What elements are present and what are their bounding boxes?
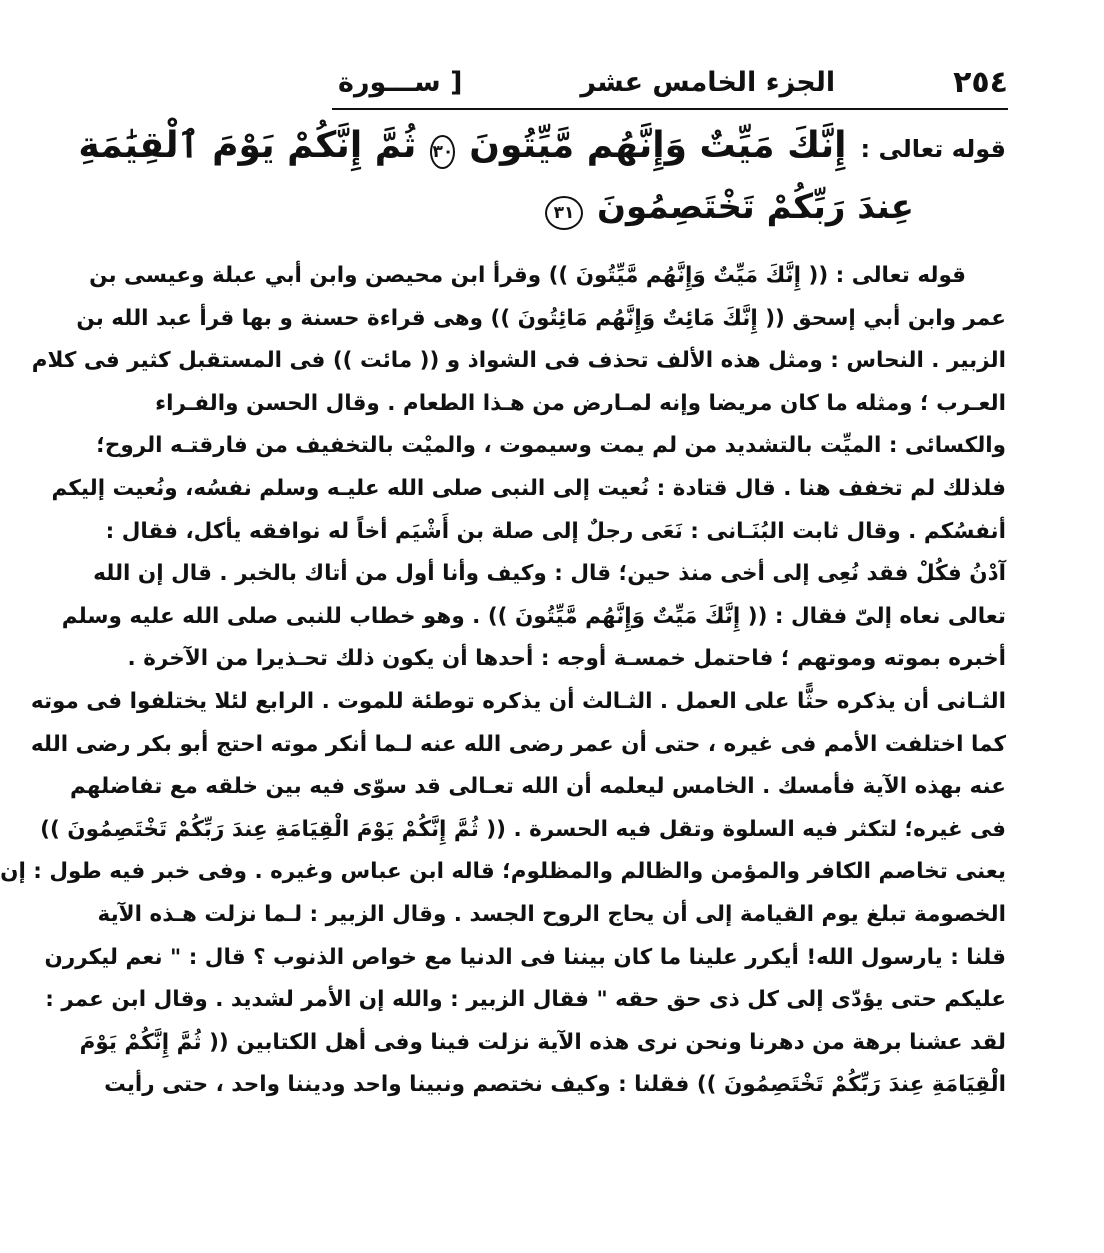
commentary-line: عليكم حتى يؤدّى إلى كل ذى حق حقه " فقال الزبير : والله إن الأمر لشديد . وقال ابن عمر : — [45, 987, 1006, 1013]
commentary-line: فلذلك لم تخفف هنا . قال قتادة : نُعيت إلى النبى صلى الله عليـه وسلم نفسُه، ونُعيت إليكم — [51, 475, 1006, 501]
verse-31-text-start: ثُمَّ إِنَّكُمْ يَوْمَ ٱلْقِيَٰمَةِ — [78, 125, 417, 166]
running-header — [338, 60, 1008, 104]
commentary-line: فى غيره؛ لتكثر فيه السلوة وتقل فيه الحسرة . (( ثُمَّ إِنَّكُمْ يَوْمَ الْقِيَامَةِ عِندَ رَبِّكُمْ تَخْتَصِمُونَ )) — [40, 816, 1006, 842]
commentary-line: قوله تعالى : (( إِنَّكَ مَيِّتٌ وَإِنَّهُم مَّيِّتُونَ )) وقرأ ابن محيصن وابن أبي عبلة وعيسى بن — [89, 263, 966, 288]
commentary-line: عنه بهذه الآية فأمسك . الخامس ليعلمه أن الله تعـالى قد سوّى فيه بين خلقه مع تفاضلهم — [70, 774, 1006, 800]
commentary-line: أخبره بموته وموتهم ؛ فاحتمل خمسـة أوجه : أحدها أن يكون ذلك تحـذيرا من الآخرة . — [127, 646, 1006, 672]
verse-block — [78, 125, 1006, 253]
page-number: ٢٥٤ — [953, 64, 1008, 100]
commentary-line: والكسائى : الميِّت بالتشديد من لم يمت وسيموت ، والميْت بالتخفيف من فارقتـه الروح؛ — [96, 433, 1006, 459]
commentary-line: عمر وابن أبي إسحق (( إِنَّكَ مَائِتٌ وَإِنَّهُم مَائِتُونَ )) وهى قراءة حسنة و بها قرأ عبد الله بن — [76, 305, 1006, 331]
commentary-line: يعنى تخاصم الكافر والمؤمن والظالم والمظلوم؛ قاله ابن عباس وغيره . وفى خبر فيه طول : إن — [0, 859, 1006, 885]
ayah-number-30: ٣٠ — [430, 135, 455, 169]
commentary-line: كما اختلفت الأمم فى غيره ، حتى أن عمر رضى الله عنه لـما أنكر موته احتج أبو بكر رضى الله — [30, 731, 1006, 757]
ayah-number-31: ٣١ — [545, 196, 583, 230]
verse-line-2 — [334, 187, 1006, 249]
header-divider — [332, 108, 1008, 110]
surah-label: [ ســـورة — [338, 66, 463, 98]
commentary-body — [0, 255, 1006, 1195]
commentary-line: آدْنُ فكُلْ فقد نُعِى إلى أخى منذ حين؛ قال : وكيف وأنا أول من أتاك بالخبر . قال إن الله — [93, 561, 1006, 587]
commentary-line: أنفسُكم . وقال ثابت البُنَـانى : نَعَى رجلٌ إلى صلة بن أَشْيَم أخاً له نوافقه يأكل، فقال : — [105, 518, 1006, 544]
commentary-line: تعالى نعاه إلىّ فقال : (( إِنَّكَ مَيِّتٌ وَإِنَّهُم مَّيِّتُونَ )) . وهو خطاب للنبى صلى الله عليه وسلم — [61, 603, 1006, 629]
verse-line-1 — [78, 125, 1006, 187]
verse-30-text: إِنَّكَ مَيِّتٌ وَإِنَّهُم مَّيِّتُونَ — [469, 125, 847, 166]
commentary-line: الثـانى أن يذكره حثًّا على العمل . الثـالث أن يذكره توطئة للموت . الرابع لئلا يختلفوا فى موته — [30, 688, 1006, 714]
verse-31-text-end: عِندَ رَبِّكُمْ تَخْتَصِمُونَ — [597, 187, 914, 227]
commentary-line: قلنا : يارسول الله! أيكرر علينا ما كان بيننا فى الدنيا مع خواص الذنوب ؟ قال : " نعم ليكررن — [44, 944, 1006, 970]
commentary-line: الخصومة تبلغ يوم القيامة إلى أن يحاج الروح الجسد . وقال الزبير : لـما نزلت هـذه الآية — [97, 901, 1006, 927]
commentary-line: الْقِيَامَةِ عِندَ رَبِّكُمْ تَخْتَصِمُونَ )) فقلنا : وكيف نختصم ونبينا واحد وديننا واحد ، حتى رأيت — [104, 1072, 1006, 1098]
commentary-line: لقد عشنا برهة من دهرنا ونحن نرى هذه الآية نزلت فينا وفى أهل الكتابين (( ثُمَّ إِنَّكُمْ يَوْمَ — [79, 1029, 1006, 1055]
commentary-line: العـرب ؛ ومثله ما كان مريضا وإنه لمـارض من هـذا الطعام . وقال الحسن والفـراء — [155, 390, 1006, 416]
verse-intro: قوله تعالى : — [860, 135, 1006, 163]
commentary-line: الزبير . النحاس : ومثل هذه الألف تحذف فى الشواذ و (( مائت )) فى المستقبل كثير فى كلام — [31, 348, 1006, 374]
juz-title: الجزء الخامس عشر — [580, 66, 836, 98]
